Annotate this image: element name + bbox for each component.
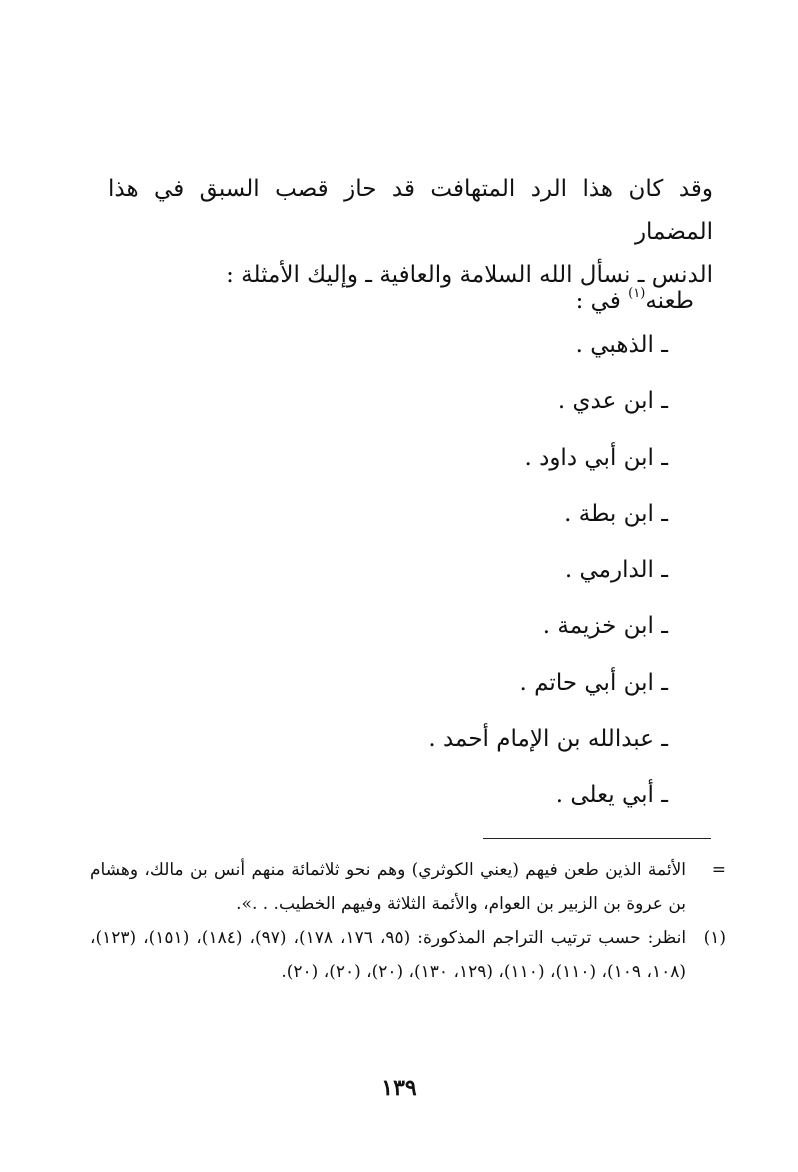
section-label-text: طعنه xyxy=(645,288,694,314)
intro-line-2: الدنس ـ نسأل الله السلامة والعافية ـ وإليك الأمثلة : xyxy=(226,262,713,288)
intro-line-1: وقد كان هذا الرد المتهافت قد حاز قصب السبق في هذا المضمار xyxy=(108,176,713,245)
footnote-text: الأئمة الذين طعن فيهم (يعني الكوثري) وهم نحو ثلاثمائة منهم أنس بن مالك، وهشام بن عروة بن الزبير بن العوام، والأئمة الثلاثة وفيهم الخطيب. . .». xyxy=(90,860,686,914)
list-item: ـ الذهبي . xyxy=(575,332,668,358)
footnote-marker: = xyxy=(711,860,726,880)
list-item: ـ ابن عدي . xyxy=(557,388,668,415)
list-item: ـ ابن أبي حاتم . xyxy=(519,669,668,696)
footnote-1 xyxy=(90,921,726,989)
scholars-list xyxy=(428,325,668,832)
list-item: ـ عبدالله بن الإمام أحمد . xyxy=(428,726,668,753)
list-item: ـ الدارمي . xyxy=(564,557,668,584)
footnote-continued xyxy=(90,853,726,921)
section-label-suffix: في : xyxy=(575,288,629,314)
page-number: ١٣٩ xyxy=(381,1075,417,1101)
footnote-ref: (١) xyxy=(628,286,646,301)
section-label xyxy=(576,274,694,321)
list-item: ـ أبي يعلى . xyxy=(555,782,668,809)
footnotes xyxy=(90,853,726,989)
footnote-text: انظر: حسب ترتيب التراجم المذكورة: (٩٥، ١٧٦، ١٧٨)، (٩٧)، (١٨٤)، (١٥١)، (١٢٣)، (١٠٨، ١٠٩)، (١١٠)، (١١٠)، (١٢٩، ١٣٠)، (٢٠)، (٢٠)، (٢٠). xyxy=(90,928,687,982)
list-item: ـ ابن بطة . xyxy=(564,500,668,527)
list-item: ـ ابن أبي داود . xyxy=(524,444,668,471)
footnote-marker: (١) xyxy=(703,928,726,948)
footnote-divider xyxy=(483,838,711,839)
list-item: ـ ابن خزيمة . xyxy=(542,613,668,640)
